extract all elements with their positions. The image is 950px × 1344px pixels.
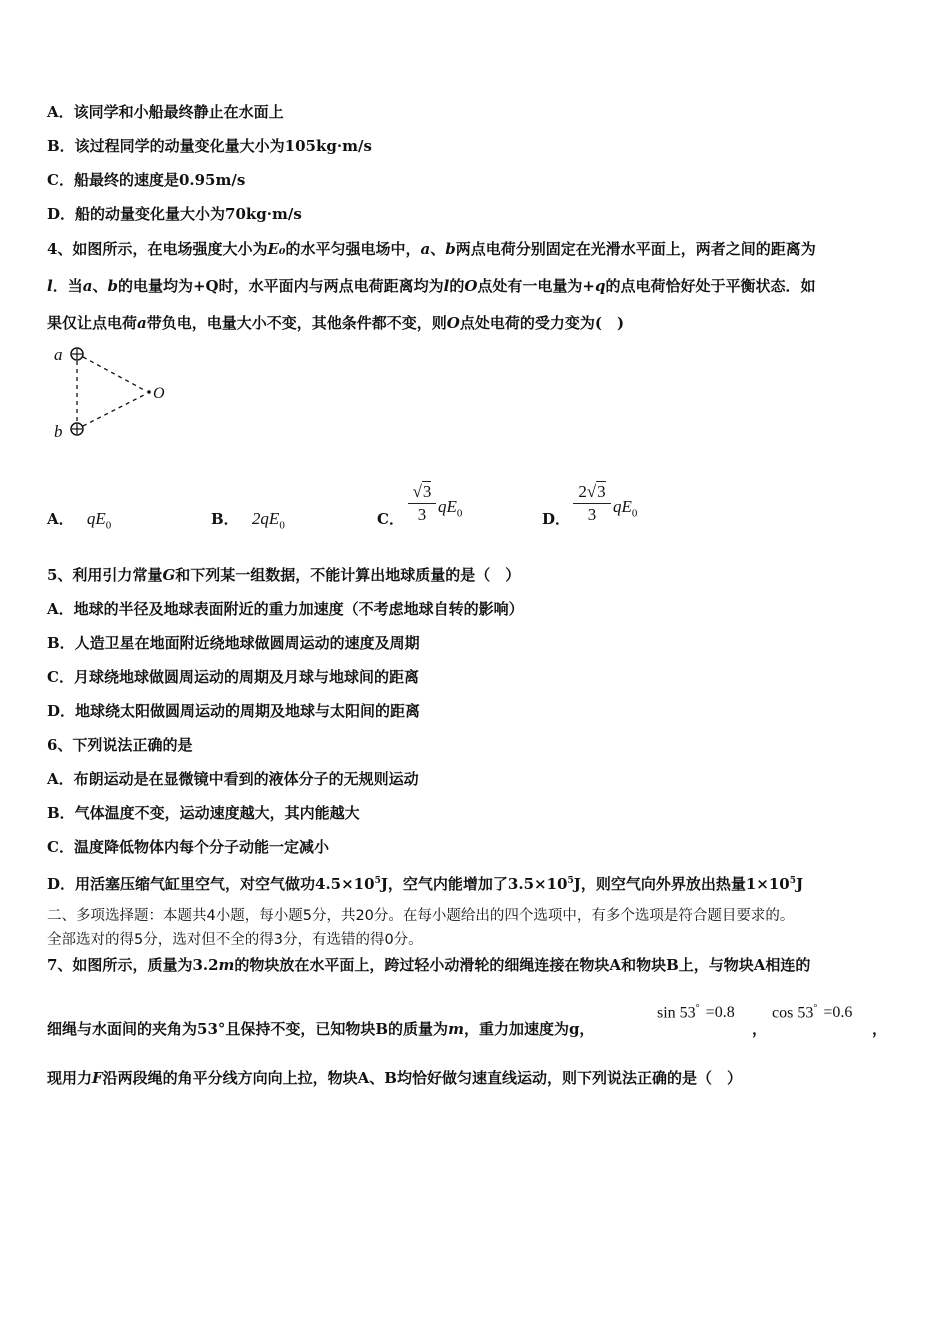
- q5-option-c: C．月球绕地球做圆周运动的周期及月球与地球间的距离: [47, 668, 419, 686]
- q4-stem-line3: 果仅让点电荷a带负电，电量大小不变，其他条件都不变，则O点处电荷的受力变为( ): [47, 314, 625, 332]
- figure-label-o: O: [153, 385, 165, 402]
- q4-option-d-fraction: 2√3 3: [573, 482, 611, 525]
- q4-option-c-tail: $qE_0$: [438, 497, 463, 520]
- q5-option-a: A．地球的半径及地球表面附近的重力加速度（不考虑地球自转的影响）: [47, 600, 524, 618]
- q7-comma-2: ，: [872, 1020, 888, 1038]
- q5-option-b: B．人造卫星在地面附近绕地球做圆周运动的速度及周期: [47, 634, 420, 652]
- q3-option-b: B．该过程同学的动量变化量大小为105kg·m/s: [47, 137, 372, 155]
- q4-option-d-tail: $qE_0$: [613, 497, 638, 520]
- section2-line2: 全部选对的得5分，选对但不全的得3分，有选错的得0分。: [47, 932, 423, 948]
- q5-option-d: D．地球绕太阳做圆周运动的周期及地球与太阳间的距离: [47, 702, 421, 720]
- q4-option-b: B． $2qE_0$: [211, 509, 285, 532]
- section2-line1: 二、多项选择题：本题共4小题，每小题5分，共20分。在每小题给出的四个选项中，有多个选项是符合题目要求的。: [47, 908, 795, 924]
- q3-option-a: A．该同学和小船最终静止在水面上: [47, 103, 284, 121]
- point-o: [147, 390, 151, 394]
- q4-option-c: C．: [377, 510, 404, 528]
- q4-option-d: D．: [542, 510, 571, 528]
- q6-stem: 6、下列说法正确的是: [47, 736, 193, 754]
- q7-stem-line1: 7、如图所示，质量为3.2m的物块放在水平面上，跨过轻小动滑轮的细绳连接在物块A和物块B上，与物块A相连的: [47, 956, 811, 974]
- q4-stem-line2: l．当a、b的电量均为+Q时，水平面内与两点电荷距离均为l的O点处有一电量为+q的点电荷恰好处于平衡状态．如: [47, 277, 816, 295]
- cos53-formula: cos 53° =0.6: [772, 1003, 853, 1022]
- q5-stem: 5、利用引力常量G和下列某一组数据，不能计算出地球质量的是（ ）: [47, 566, 521, 584]
- figure-label-b: b: [54, 422, 63, 441]
- figure-label-a: a: [54, 345, 63, 364]
- q6-option-a: A．布朗运动是在显微镜中看到的液体分子的无规则运动: [47, 770, 419, 788]
- q7-stem-line2: 细绳与水面间的夹角为53°且保持不变，已知物块B的质量为m，重力加速度为g，: [47, 1020, 595, 1038]
- dashed-line-bo: [83, 394, 146, 426]
- q3-option-d: D．船的动量变化量大小为70kg·m/s: [47, 205, 302, 223]
- e0-symbol: E₀: [267, 240, 286, 258]
- q7-comma-1: ，: [752, 1020, 768, 1038]
- sin53-formula: sin 53° =0.8: [657, 1003, 735, 1022]
- q4-figure: [50, 342, 180, 442]
- q4-option-a: A． $qE_0$: [47, 509, 112, 532]
- q4-option-c-fraction: √3 3: [408, 482, 436, 525]
- q6-option-d: D．用活塞压缩气缸里空气，对空气做功$4.5\times 10^5J$，空气内能增加了$3.5\times 10^5J$，则空气向外界放出热量$1\times 10^5J$: [47, 875, 804, 893]
- q6-option-c: C．温度降低物体内每个分子动能一定减小: [47, 838, 329, 856]
- q4-stem-line1: 4、如图所示，在电场强度大小为E₀的水平匀强电场中，a、b两点电荷分别固定在光滑水平面上，两者之间的距离为: [47, 240, 816, 258]
- dashed-line-ao: [83, 357, 146, 391]
- q7-stem-line3: 现用力F沿两段绳的角平分线方向向上拉，物块A、B均恰好做匀速直线运动，则下列说法正确的是（ ）: [47, 1069, 742, 1087]
- q3-option-c: C．船最终的速度是0.95m/s: [47, 171, 246, 189]
- q6-option-b: B．气体温度不变，运动速度越大，其内能越大: [47, 804, 360, 822]
